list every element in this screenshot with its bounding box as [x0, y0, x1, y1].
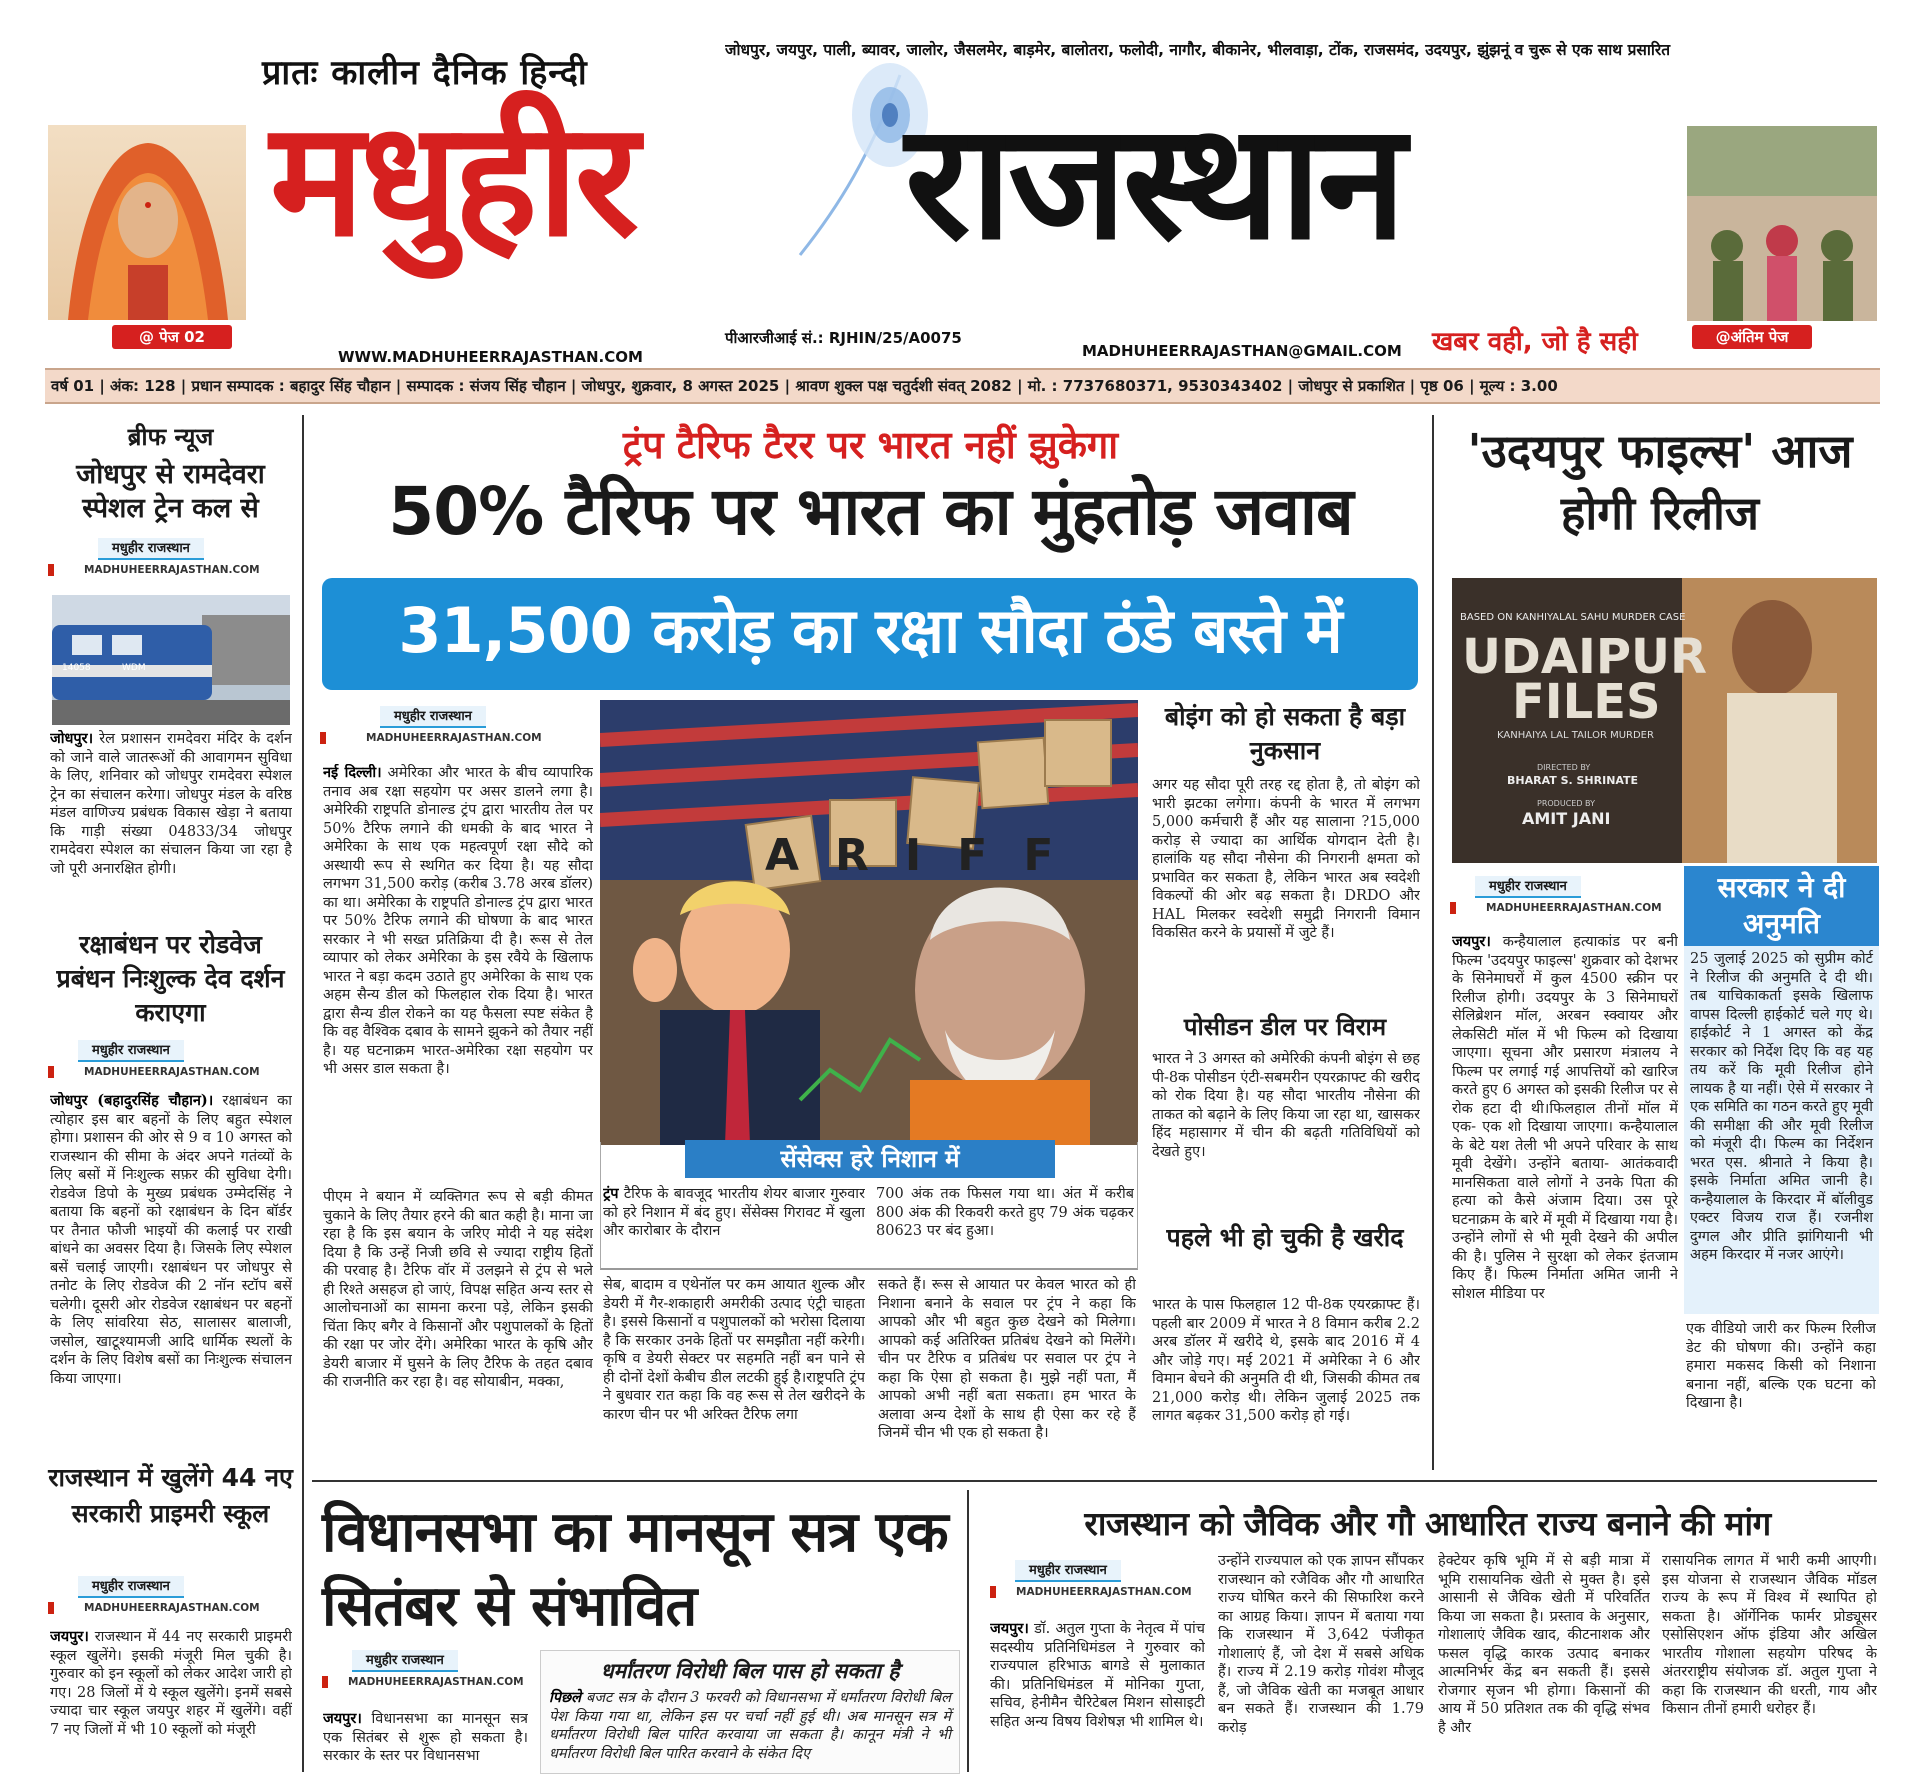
vidhansabha-place: जयपुर।: [323, 1710, 362, 1727]
lead-text-3: सकते हैं। रूस से आयात पर केवल भारत को ही निशाना बनाने के सवाल पर ट्रंप ने कहा कि आपको और भी बहुत कुछ देखने को मिलेगा। आपको कई अतिरिक्त प्रतिबंध देखने को मिलेंगे। चीन पर टैरिफ व प्रतिबंध पर सवाल पर ट्रंप ने कहा कि ऐसा हो सकता है। मुझे नहीं पता, मैं आपको अभी नहीं बता सकता। हम भारत के अलावा अन्य देशों के साथ ही ऐसा कर रहे हैं जिनमें चीन भी एक हो सकता है।: [878, 1277, 1136, 1441]
brief1-place: जोधपुर।: [50, 730, 94, 747]
boeing-headline: बोइंग को हो सकता है बड़ा नुकसान: [1164, 702, 1406, 765]
sensex-text-a: टैरिफ के बावजूद भारतीय शेयर बाजार गुरुवार को हरे निशान में बंद हुए। सेंसेक्स गिरावट में खुला और कारोबार के दौरान: [603, 1186, 865, 1239]
last-page-photo: [1687, 126, 1877, 321]
lead-body-1b: [323, 1188, 593, 1468]
masthead-title-black: राजस्थान: [905, 88, 1403, 275]
brief1-headline: जोधपुर से रामदेवरा स्पेशल ट्रेन कल से: [76, 459, 265, 524]
purchase-headline: पहले भी हो चुकी है खरीद: [1166, 1223, 1404, 1252]
website-link[interactable]: WWW.MADHUHEERRAJASTHAN.COM: [338, 348, 643, 366]
conversion-bill-headline: धर्मांतरण विरोधी बिल पास हो सकता है: [600, 1659, 900, 1683]
brief3-byline: [48, 1576, 293, 1614]
jaivik-text-4: रासायनिक लागत में भारी कमी आएगी। इस योजना से राजस्थान जैविक मॉडल राज्य के रूप में विश्व में स्थापित हो सकता है। ऑर्गेनिक फार्मर प्रोड्यूसर एसोसिएशन ऑफ इंडिया और अखिल भारतीय गोशाला सहयोग परिषद के अंतरराष्ट्रीय संयोजक डॉ. अतुल गुप्ता ने कहा कि राजस्थान की धरती, गाय और किसान तीनों हमारी धरोहर हैं।: [1662, 1553, 1877, 1717]
prgi-number: पीआरजीआई सं.: RJHIN/25/A0075: [725, 329, 962, 347]
info-published: जोधपुर से प्रकाशित: [1298, 377, 1405, 395]
brief1-text: रेल प्रशासन रामदेवरा मंदिर के दर्शन को जाने वाले जातरूओं की आवागमन सुविधा के लिए, शनिवार को जोधपुर रामदेवरा स्पेशल ट्रेन का संचालन करेगा। जोधपुर मंडल के वरिष्ठ मंडल वाणिज्य प्रबंधक विकास खेड़ा ने बताया कि गाड़ी संख्या 04833/34 जोधपुर रामदेवरा स्पेशल का संचालन किया जा रहा है जो पूरी अनारक्षित होगी।: [50, 731, 292, 877]
brief2-place: जोधपुर (बहादुरसिंह चौहान)।: [50, 1092, 214, 1109]
info-varsh: वर्ष 01: [51, 377, 95, 395]
permission-body: [1684, 946, 1879, 1314]
jaivik-col-4: [1662, 1552, 1877, 1772]
byline-label: मधुहीर राजस्थान: [78, 1040, 184, 1062]
jaivik-text-3: हेक्टेयर कृषि भूमि में से बड़ी मात्रा में भूमि रासायनिक खेती से मुक्त है। इसे आसानी से जैविक खेती में परिवर्तित किया जा सकता है। प्रस्ताव के अनुसार, गोशालाएं जैविक खाद, कीटनाशक और फसल वृद्धि कारक उत्पाद बनाकर आत्मनिर्भर केंद्र बन सकती हैं। इससे रोजगार सृजन भी होगा। किसानों की आय में 50 प्रतिशत तक की वृद्धि संभव है और: [1438, 1553, 1650, 1736]
email-link[interactable]: MADHUHEERRAJASTHAN@GMAIL.COM: [1082, 342, 1402, 360]
lead-headline: 50% टैरिफ पर भारत का मुंहतोड़ जवाब: [388, 473, 1353, 550]
poseidon-body: [1152, 1050, 1420, 1216]
byline-url[interactable]: MADHUHEERRAJASTHAN.COM: [990, 1586, 1200, 1598]
vidhansabha-body: [323, 1710, 528, 1770]
lead-text-1b: पीएम ने बयान में व्यक्तिगत रूप से बड़ी कीमत चुकाने के लिए तैयार हरने की बात कही है। माना जा रहा है कि इस बयान के जरिए मोदी ने यह संदेश दिया है कि उन्हें निजी छवि से ज्यादा राष्ट्रीय हितों की परवाह है। टैरिफ वॉर में उलझने से ट्रंप से भले ही रिश्ते असहज हो जाएं, विपक्ष सहित अन्य स्तर से आलोचनाओं का सामना करना पड़े, लेकिन इसकी चिंता किए बगैर वे किसानों और पशुपालकों के हितों की रक्षा पर जोर देंगे। अमेरिका भारत के कृषि और डेयरी बाजार में घुसने के लिए टैरिफ के तहत दबाव की राजनीति कर रहा है। वह सोयाबीन, मक्का,: [323, 1189, 593, 1390]
permission-headline: सरकार ने दी अनुमति: [1684, 866, 1879, 946]
info-price: मूल्य : 3.00: [1479, 377, 1558, 395]
masthead-cities: जोधपुर, जयपुर, पाली, ब्यावर, जालोर, जैसलमेर, बाड़मेर, बालोतरा, फलोदी, नागौर, बीकानेर, भीलवाड़ा, टोंक, राजसमंद, उदयपुर, झुंझनूं व चुरू से एक साथ प्रसारित: [725, 41, 1671, 59]
brief1-body: [50, 730, 292, 916]
brief2-headline: रक्षाबंधन पर रोडवेज प्रबंधन निःशुल्क देव दर्शन कराएगा: [56, 930, 285, 1027]
udaipur-body: [1452, 933, 1678, 1468]
poster-prod: AMIT JANI: [1522, 809, 1611, 828]
last-page-tag[interactable]: @अंतिम पेज: [1692, 325, 1812, 349]
brief1-byline: [48, 538, 293, 576]
brief2-body: [50, 1092, 292, 1442]
lead-kicker: ट्रंप टैरिफ टैरर पर भारत नहीं झुकेगा: [622, 423, 1119, 467]
lead-photo: [600, 700, 1138, 1145]
byline-url[interactable]: MADHUHEERRAJASTHAN.COM: [48, 1602, 293, 1614]
lead-text-2: सेब, बादाम व एथेनॉल पर कम आयात शुल्क और डेयरी में गैर-शकाहारी अमरीकी उत्पाद एंट्री चाहता है। इससे किसानों व पशुपालकों को भरोसा दिलाया है कि सरकार उनके हितों पर समझौता नहीं करेगी। कृषि व डेयरी सेक्टर पर सहमति नहीं बन पाने से ही दोनों देशों केबीच डील लटकी हुई है।राष्ट्रपति ट्रंप ने बुधवार रात कहा कि वह रूस से तेल खरीदने के कारण चीन पर भी अरिक्त टैरिफ लगा: [603, 1277, 865, 1423]
lead-byline: [320, 706, 590, 744]
lead-banner: 31,500 करोड़ का रक्षा सौदा ठंडे बस्ते में: [322, 578, 1418, 690]
divider-horizontal: [312, 1480, 1877, 1482]
byline-label: मधुहीर राजस्थान: [1475, 876, 1581, 898]
byline-url[interactable]: MADHUHEERRAJASTHAN.COM: [48, 1066, 293, 1078]
lead-place: नई दिल्ली।: [323, 764, 382, 781]
boeing-text: अगर यह सौदा पूरी तरह रद्द होता है, तो बोइंग को भारी झटका लगेगा। कंपनी के भारत में लगभग 5,000 कर्मचारी हैं और यह सालाना ?15,000 करोड़ से ज्यादा का आर्थिक योगदान देती है। हालांकि यह सौदा नौसेना की निगरानी क्षमता को प्रभावित कर सकता है, लेकिन भारत अब स्वदेशी विकल्पों की ओर बढ़ सकता है। DRDO और HAL मिलकर स्वदेशी समुद्री निगरानी विमान विकसित करने के प्रयासों में जुटे हैं।: [1152, 777, 1420, 941]
poseidon-text: भारत ने 3 अगस्त को अमेरिकी कंपनी बोइंग से छह पी-8क पोसीडन एंटी-सबमरीन एयरक्राफ्ट की खरीद को रोक दिया है। यह सौदा भारतीय नौसेना की ताकत को बढ़ाने के लिए किया जा रहा था, खासकर हिंद महासागर में चीन की बढ़ती गतिविधियों को देखते हुए।: [1152, 1051, 1420, 1160]
train-number: 14058: [62, 663, 91, 673]
poster-prod-label: PRODUCED BY: [1537, 799, 1595, 808]
udaipur-poster: [1452, 578, 1877, 863]
byline-label: मधुहीर राजस्थान: [1015, 1560, 1121, 1582]
vidhansabha-headline: विधानसभा का मानसून सत्र एक सितंबर से संभावित: [322, 1500, 948, 1639]
jaivik-col-3: [1438, 1552, 1650, 1772]
info-sampadak: सम्पादक : संजय सिंह चौहान: [406, 377, 566, 395]
poster-title2: FILES: [1512, 674, 1661, 730]
byline-label: मधुहीर राजस्थान: [352, 1650, 458, 1672]
lead-text-1: अमेरिका और भारत के बीच व्यापारिक तनाव अब रक्षा सहयोग पर असर डालने लगा है। अमेरिकी राष्ट्रपति डोनाल्ड ट्रंप द्वारा भारतीय तेल पर 50% टैरिफ लगाने की धमकी के बाद भारत ने अमेरिका के साथ एक महत्वपूर्ण रक्षा सौदे को अस्थायी रूप से स्थगित कर दिया है। यह सौदा लगभग 31,500 करोड़ (करीब 3.78 अरब डॉलर) का था। अमेरिका के राष्ट्रपति डोनाल्ड ट्रंप द्वारा भारत पर 50% टैरिफ लगाने की घोषणा के बाद भारत सरकार ने भी सख्त प्रतिक्रिया दी है। रूस से तेल व्यापार को लेकर अमेरिका के इस रवैये के खिलाफ भारत ने बड़ा कदम उठाते हुए अमेरिका के साथ एक अहम सैन्य डील को फिलहाल रोक दिया है। भारत द्वारा सैन्य डील रोकने का यह फैसला स्पष्ट संकेत है कि वह वैश्विक दबाव के सामने झुकने को तैयार नहीं है। यह घटनाक्रम भारत-अमेरिका रक्षा सहयोग पर भी असर डाल सकता है।: [323, 765, 593, 1077]
udaipur-body-2: [1686, 1320, 1876, 1468]
udaipur-headline: 'उदयपुर फाइल्स' आज होगी रिलीज: [1467, 424, 1853, 540]
poster-title1: UDAIPUR: [1462, 629, 1707, 685]
poseidon-headline: पोसीडन डील पर विराम: [1183, 1013, 1387, 1041]
slogan: खबर वही, जो है सही: [1432, 327, 1638, 357]
brief3-headline: राजस्थान में खुलेंगे 44 नए सरकारी प्राइमरी स्कूल: [48, 1463, 293, 1528]
divider-bottom: [967, 1490, 969, 1772]
lead-body-3: [878, 1276, 1136, 1466]
vidhansabha-text: विधानसभा का मानसून सत्र एक सितंबर से शुरू हो सकता है। सरकार के स्तर पर विधानसभा: [323, 1711, 528, 1764]
info-ank: अंक: 128: [110, 377, 176, 395]
divider-left: [302, 415, 304, 1772]
byline-label: मधुहीर राजस्थान: [78, 1576, 184, 1598]
byline-label: मधुहीर राजस्थान: [98, 538, 204, 560]
train-brand: WDM: [122, 663, 146, 673]
byline-label: मधुहीर राजस्थान: [380, 706, 486, 728]
brief3-body: [50, 1628, 292, 1772]
info-tithi: श्रावण शुक्ल पक्ष चतुर्दशी संवत् 2082: [795, 377, 1012, 395]
info-mobile: मो. : 7737680371, 9530343402: [1027, 377, 1283, 395]
byline-url[interactable]: MADHUHEERRAJASTHAN.COM: [322, 1676, 532, 1688]
vidhansabha-byline: [322, 1650, 532, 1688]
sensex-text-b: 700 अंक तक फिसल गया था। अंत में करीब 800 अंक की रिकवरी करते हुए 79 अंक चढ़कर 80623 पर बंद हुआ।: [876, 1186, 1134, 1239]
masthead-tagline: प्रातः कालीन दैनिक हिन्दी: [262, 53, 588, 93]
lead-body-1: [323, 764, 593, 1184]
brief-news-section: ब्रीफ न्यूज: [127, 422, 214, 451]
conversion-bill-box: [540, 1650, 960, 1774]
poster-sub: KANHAIYA LAL TAILOR MURDER: [1497, 730, 1654, 741]
permission-box: [1684, 866, 1879, 1314]
brief2-text: रक्षाबंधन का त्योहार इस बार बहनों के लिए बहुत स्पेशल होगा। प्रशासन की ओर से 9 व 10 अगस्त को राजस्थान की सीमा के अंदर अपने गतंव्यों के लिए बसों में निःशुल्क सफ़र की सुविधा देगी। रोडवेज डिपो के मुख्य प्रबंधक उम्मेदसिंह ने बताया कि बहनों को रक्षाबंधन के दिन बॉर्डर पर तैनात फौजी भाइयों की कलाई पर राखी बांधने का अवसर दिया है। जिसके लिए स्पेशल बसें चलाई जाएगी। रक्षाबंधन पर जोधपुर से तनोट के लिए रोडवेज की 2 नॉन स्टॉप बसें चलेगी। दूसरी ओर रोडवेज रक्षाबंधन पर बहनों के लिए सांवरिया सेठ, सालासर बालाजी, जसोल, खाटूश्यामजी आदि धार्मिक स्थलों के दर्शन के लिए विशेष बसों का निःशुल्क संचालन किया जाएगा।: [50, 1093, 292, 1387]
sensex-box-border: [600, 1142, 1138, 1270]
info-date: जोधपुर, शुक्रवार, 8 अगस्त 2025: [581, 377, 780, 395]
portrait-photo: [48, 125, 246, 320]
conversion-bill-text: बजट सत्र के दौरान 3 फरवरी को विधानसभा में धर्मांतरण विरोधी बिल पेश किया गया था, लेकिन इस पर चर्चा नहीं हुई थी। अब मानसून सत्र में धर्मांतरण विरोधी बिल पारित करवाया जा सकता है। कानून मंत्री ने भी धर्मांतरण विरोधी बिल पारित करवाने के संकेत दिए: [549, 1690, 951, 1762]
divider-right: [1432, 415, 1434, 1470]
purchase-text: भारत के पास फिलहाल 12 पी-8क एयरक्राफ्ट हैं। पहली बार 2009 में भारत ने 8 विमान करीब 2.2 अरब डॉलर में खरीदे थे, इसके बाद 2016 में 4 और जोड़े गए। मई 2021 में अमेरिका ने 6 और विमान बेचने की अनुमति दी थी, जिसकी कीमत तब 21,000 करोड़ थी। लेकिन जुलाई 2025 तक लागत बढ़कर 31,500 करोड़ हो गई।: [1152, 1297, 1420, 1424]
brief2-byline: [48, 1040, 293, 1078]
boeing-body: [1152, 776, 1420, 1001]
train-photo: [52, 595, 290, 725]
conversion-bill-lead: पिछले: [549, 1689, 581, 1706]
permission-text: 25 जुलाई 2025 को सुप्रीम कोर्ट ने रिलीज की अनुमति दे दी थी। तब याचिकाकर्ता इसके खिलाफ वापस दिल्ली हाईकोर्ट चले गए थे। हाईकोर्ट ने 1 अगस्त को केंद्र सरकार को निर्देश दिए कि वह यह तय करें कि मूवी रिलीज होने लायक है या नहीं। ऐसे में सरकार ने एक समिति का गठन करते हुए मूवी की समीक्षा की और मूवी रिलीज को मंजूरी दी। फिल्म का निर्देशन भरत एस. श्रीनाते ने किया है। इसके निर्माता अमित जानी है। कन्हैयालाल के किरदार में बॉलीवुड एक्टर विजय राज हैं। रजनीश दुग्गल और प्रीति झांगियानी भी अहम किरदार में नजर आएंगे।: [1690, 951, 1873, 1263]
jaivik-place: जयपुर।: [990, 1620, 1029, 1637]
jaivik-text-1: डॉ. अतुल गुप्ता के नेतृत्व में पांच सदस्यीय प्रतिनिधिमंडल ने गुरुवार को राज्यपाल हरिभाऊ बागडे से मुलाकात की। प्रतिनिधिमंडल में मोनिका गुप्ता, सचिव, हेनीमैन चैरिटेबल मिशन सोसाइटी सहित अन्य विषय विशेषज्ञ भी शामिल थे।: [990, 1621, 1205, 1730]
poster-dir: BHARAT S. SHRINATE: [1507, 774, 1639, 787]
jaivik-col-2: [1218, 1552, 1424, 1772]
info-pradhan: प्रधान सम्पादक : बहादुर सिंह चौहान: [191, 377, 391, 395]
page02-tag[interactable]: @ पेज 02: [112, 325, 232, 349]
conversion-bill-body: [541, 1685, 959, 1767]
masthead-title-red: मधुहीर: [270, 88, 636, 272]
udaipur-byline: [1450, 876, 1680, 914]
brief3-place: जयपुर।: [50, 1628, 89, 1645]
poster-line1: BASED ON KANHIYALAL SAHU MURDER CASE: [1460, 612, 1686, 623]
tariff-word: ARIFF: [765, 830, 1090, 881]
jaivik-col-1: [990, 1620, 1205, 1772]
poster-dir-label: DIRECTED BY: [1537, 763, 1591, 772]
byline-url[interactable]: MADHUHEERRAJASTHAN.COM: [1450, 902, 1680, 914]
udaipur-text-2: एक वीडियो जारी कर फिल्म रिलीज डेट की घोषणा की। उन्होंने कहा हमारा मकसद किसी को निशाना बनाना नहीं, बल्कि एक घटना को दिखाना है।: [1686, 1321, 1876, 1411]
info-bar: वर्ष 01 | अंक: 128 | प्रधान सम्पादक : बहादुर सिंह चौहान | सम्पादक : संजय सिंह चौहान | जोधपुर, शुक्रवार, 8 अगस्त 2025 | श्रावण शुक्ल पक्ष चतुर्दशी संवत् 2082 | मो. : 7737680371, 9530343402 | जोधपुर से प्रकाशित | पृष्ठ 06 | मूल्य : 3.00: [45, 368, 1880, 404]
jaivik-headline: राजस्थान को जैविक और गौ आधारित राज्य बनाने की मांग: [1084, 1504, 1771, 1543]
udaipur-text: कन्हैयालाल हत्याकांड पर बनी फिल्म 'उदयपुर फाइल्स' शुक्रवार को देशभर के सिनेमाघरों में कुल 4500 स्क्रीन पर रिलीज होगी। उदयपुर के 3 सिनेमाघरों सेलिब्रेशन मॉल, अरबन स्क्वायर और लेकसिटी मॉल में भी फिल्म को दिखाया जाएगा। सूचना और प्रसारण मंत्रालय ने फिल्म पर लगाई गई आपत्तियों को खारिज करते हुए 6 अगस्त को इसकी रिलीज पर से रोक हटा दी थी।फिलहाल तीनों मॉल में एक- एक शो दिखाया जाएगा। कन्हैयालाल के बेटे यश तेली भी अपने परिवार के साथ मूवी देखेंगे। उन्होंने बताया- आतंकवादी मानसिकता वाले लोगों ने उनके पिता की हत्या को कैसे अंजाम दिया। उस पूरे घटनाक्रम के बारे में मूवी में दिखाया गया है। उन्होंने लोगों से भी मूवी देखने की अपील की है। पुलिस ने सुरक्षा को लेकर इंतजाम किए हैं। फिल्म निर्माता अमित जानी ने सोशल मीडिया पर: [1452, 934, 1678, 1302]
jaivik-text-2: उन्होंने राज्यपाल को एक ज्ञापन सौंपकर राजस्थान को रजैविक और गौ आधारित राज्य घोषित करने की सिफारिश करने का आग्रह किया। ज्ञापन में बताया गया कि राजस्थान में 3,642 पंजीकृत गोशालाएं हैं, जो देश में सबसे अधिक हैं। राज्य में 2.19 करोड़ गोवंश मौजूद हैं, जो जैविक खेती का मजबूत आधार बन सकते हैं। राजस्थान की 1.79 करोड़: [1218, 1553, 1424, 1736]
info-page: पृष्ठ 06: [1420, 377, 1464, 395]
sensex-lead: ट्रंप: [603, 1185, 619, 1202]
udaipur-place: जयपुर।: [1452, 933, 1491, 950]
brief3-text: राजस्थान में 44 नए सरकारी प्राइमरी स्कूल खुलेंगे। इसकी मंजूरी मिल चुकी है। गुरुवार को इन स्कूलों को लेकर आदेश जारी हो गए। 28 जिलों में ये स्कूल खुलेंगे। इनमें सबसे ज्यादा चार स्कूल जयपुर शहर में खुलेंगे। वहीं 7 नए जिलों में भी 10 स्कूलों को मंजूरी: [50, 1629, 292, 1738]
jaivik-byline: [990, 1560, 1200, 1598]
byline-url[interactable]: MADHUHEERRAJASTHAN.COM: [48, 564, 293, 576]
lead-body-2: [603, 1276, 865, 1466]
byline-url[interactable]: MADHUHEERRAJASTHAN.COM: [320, 732, 590, 744]
purchase-body: [1152, 1296, 1420, 1468]
photo-caption: सेंसेक्स हरे निशान में: [685, 1140, 1055, 1178]
